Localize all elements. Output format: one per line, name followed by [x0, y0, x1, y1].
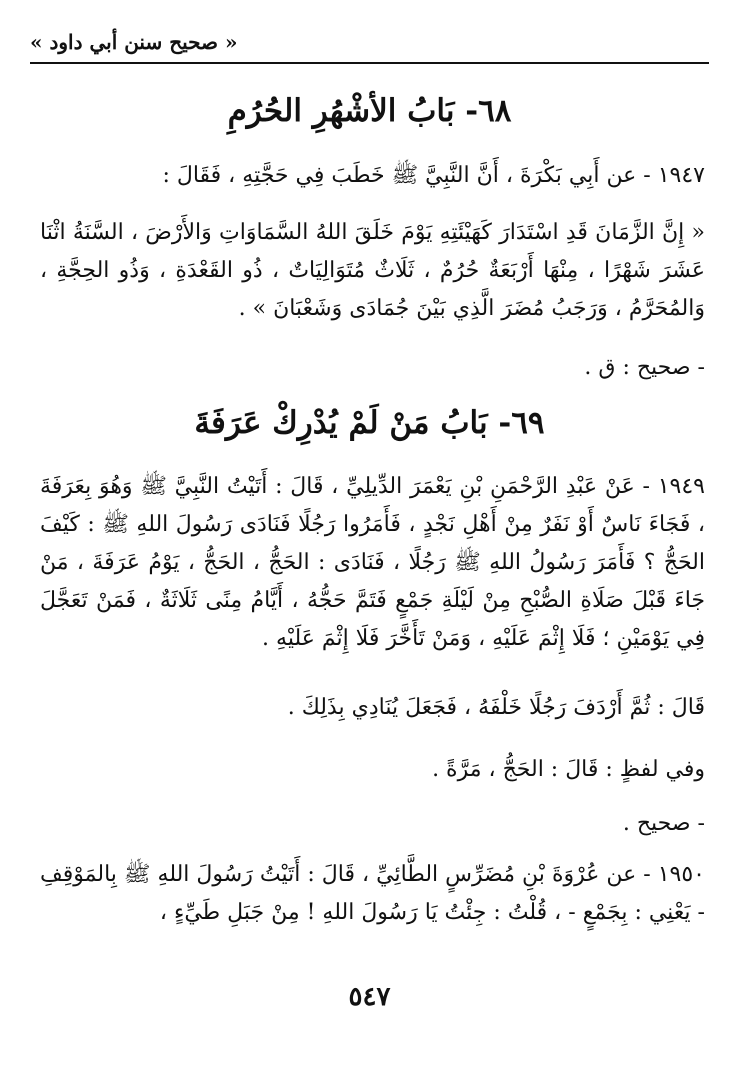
chapter-heading-68: ٦٨- بَابُ الأشْهُرِ الحُرُمِ — [227, 93, 512, 129]
running-header — [30, 22, 709, 64]
hadith-1947-intro: ١٩٤٧ - عن أَبِي بَكْرَةَ ، أَنَّ النَّبِيَّ ﷺ خَطَبَ فِي حَجَّتِهِ ، فَقَالَ : — [162, 163, 705, 188]
hadith-1949-text: ١٩٤٩ - عَنْ عَبْدِ الرَّحْمَنِ بْنِ يَعْمَرَ الدِّيلِيِّ ، قَالَ : أَتَيْتُ النَّبِيَّ ﷺ وَهُوَ بِعَرَفَةَ ، فَجَاءَ نَاسٌ أَوْ نَفَرٌ مِنْ أَهْلِ نَجْدٍ ، فَأَمَرُوا رَجُلًا فَنَادَى رَسُولَ اللهِ ﷺ : كَيْفَ الحَجُّ ؟ فَأَمَرَ رَسُولُ اللهِ ﷺ رَجُلًا ، فَنَادَى : الحَجُّ ، الحَجُّ ، يَوْمُ عَرَفَةَ ، مَنْ جَاءَ قَبْلَ صَلَاةِ الصُّبْحِ مِنْ لَيْلَةِ جَمْعٍ فَتَمَّ حَجُّهُ ، أَيَّامُ مِنًى ثَلَاثَةٌ ، فَمَنْ تَعَجَّلَ فِي يَوْمَيْنِ ؛ فَلَا إِثْمَ عَلَيْهِ ، وَمَنْ تَأَخَّرَ فَلَا إِثْمَ عَلَيْهِ . — [40, 474, 705, 651]
hadith-1949-alt-wording: وفي لفظٍ : قَالَ : الحَجُّ ، مَرَّةً . — [432, 757, 705, 782]
hadith-1950-text: ١٩٥٠ - عن عُرْوَةَ بْنِ مُضَرِّسٍ الطَّائِيِّ ، قَالَ : أَتَيْتُ رَسُولَ اللهِ ﷺ بِالمَوْقِفِ - يَعْنِي : بِجَمْعٍ - ، قُلْتُ : جِئْتُ يَا رَسُولَ اللهِ ! مِنْ جَبَلِ طَيِّءٍ ، — [40, 862, 705, 925]
hadith-1947-grade: - صحيح : ق . — [584, 355, 705, 380]
hadith-1947-quote: « إِنَّ الزَّمَانَ قَدِ اسْتَدَارَ كَهَيْئَتِهِ يَوْمَ خَلَقَ اللهُ السَّمَاوَاتِ وَالأَرْضَ ، السَّنَةُ اثْنَا عَشَرَ شَهْرًا ، مِنْهَا أَرْبَعَةٌ حُرُمٌ ، ثَلَاثٌ مُتَوَالِيَاتٌ ، ذُو القَعْدَةِ ، وَذُو الحِجَّةِ ، وَالمُحَرَّمُ ، وَرَجَبُ مُضَرَ الَّذِي بَيْنَ جُمَادَى وَشَعْبَانَ » . — [40, 220, 705, 321]
hadith-1949-grade: - صحيح . — [622, 811, 705, 836]
page-number: ٥٤٧ — [348, 982, 391, 1012]
running-title: « صحيح سنن أبي داود » — [30, 30, 238, 54]
chapter-heading-69: ٦٩- بَابُ مَنْ لَمْ يُدْرِكْ عَرَفَةَ — [194, 405, 545, 441]
hadith-1949-note: قَالَ : ثُمَّ أَرْدَفَ رَجُلًا خَلْفَهُ ، فَجَعَلَ يُنَادِي بِذَلِكَ . — [287, 695, 705, 720]
